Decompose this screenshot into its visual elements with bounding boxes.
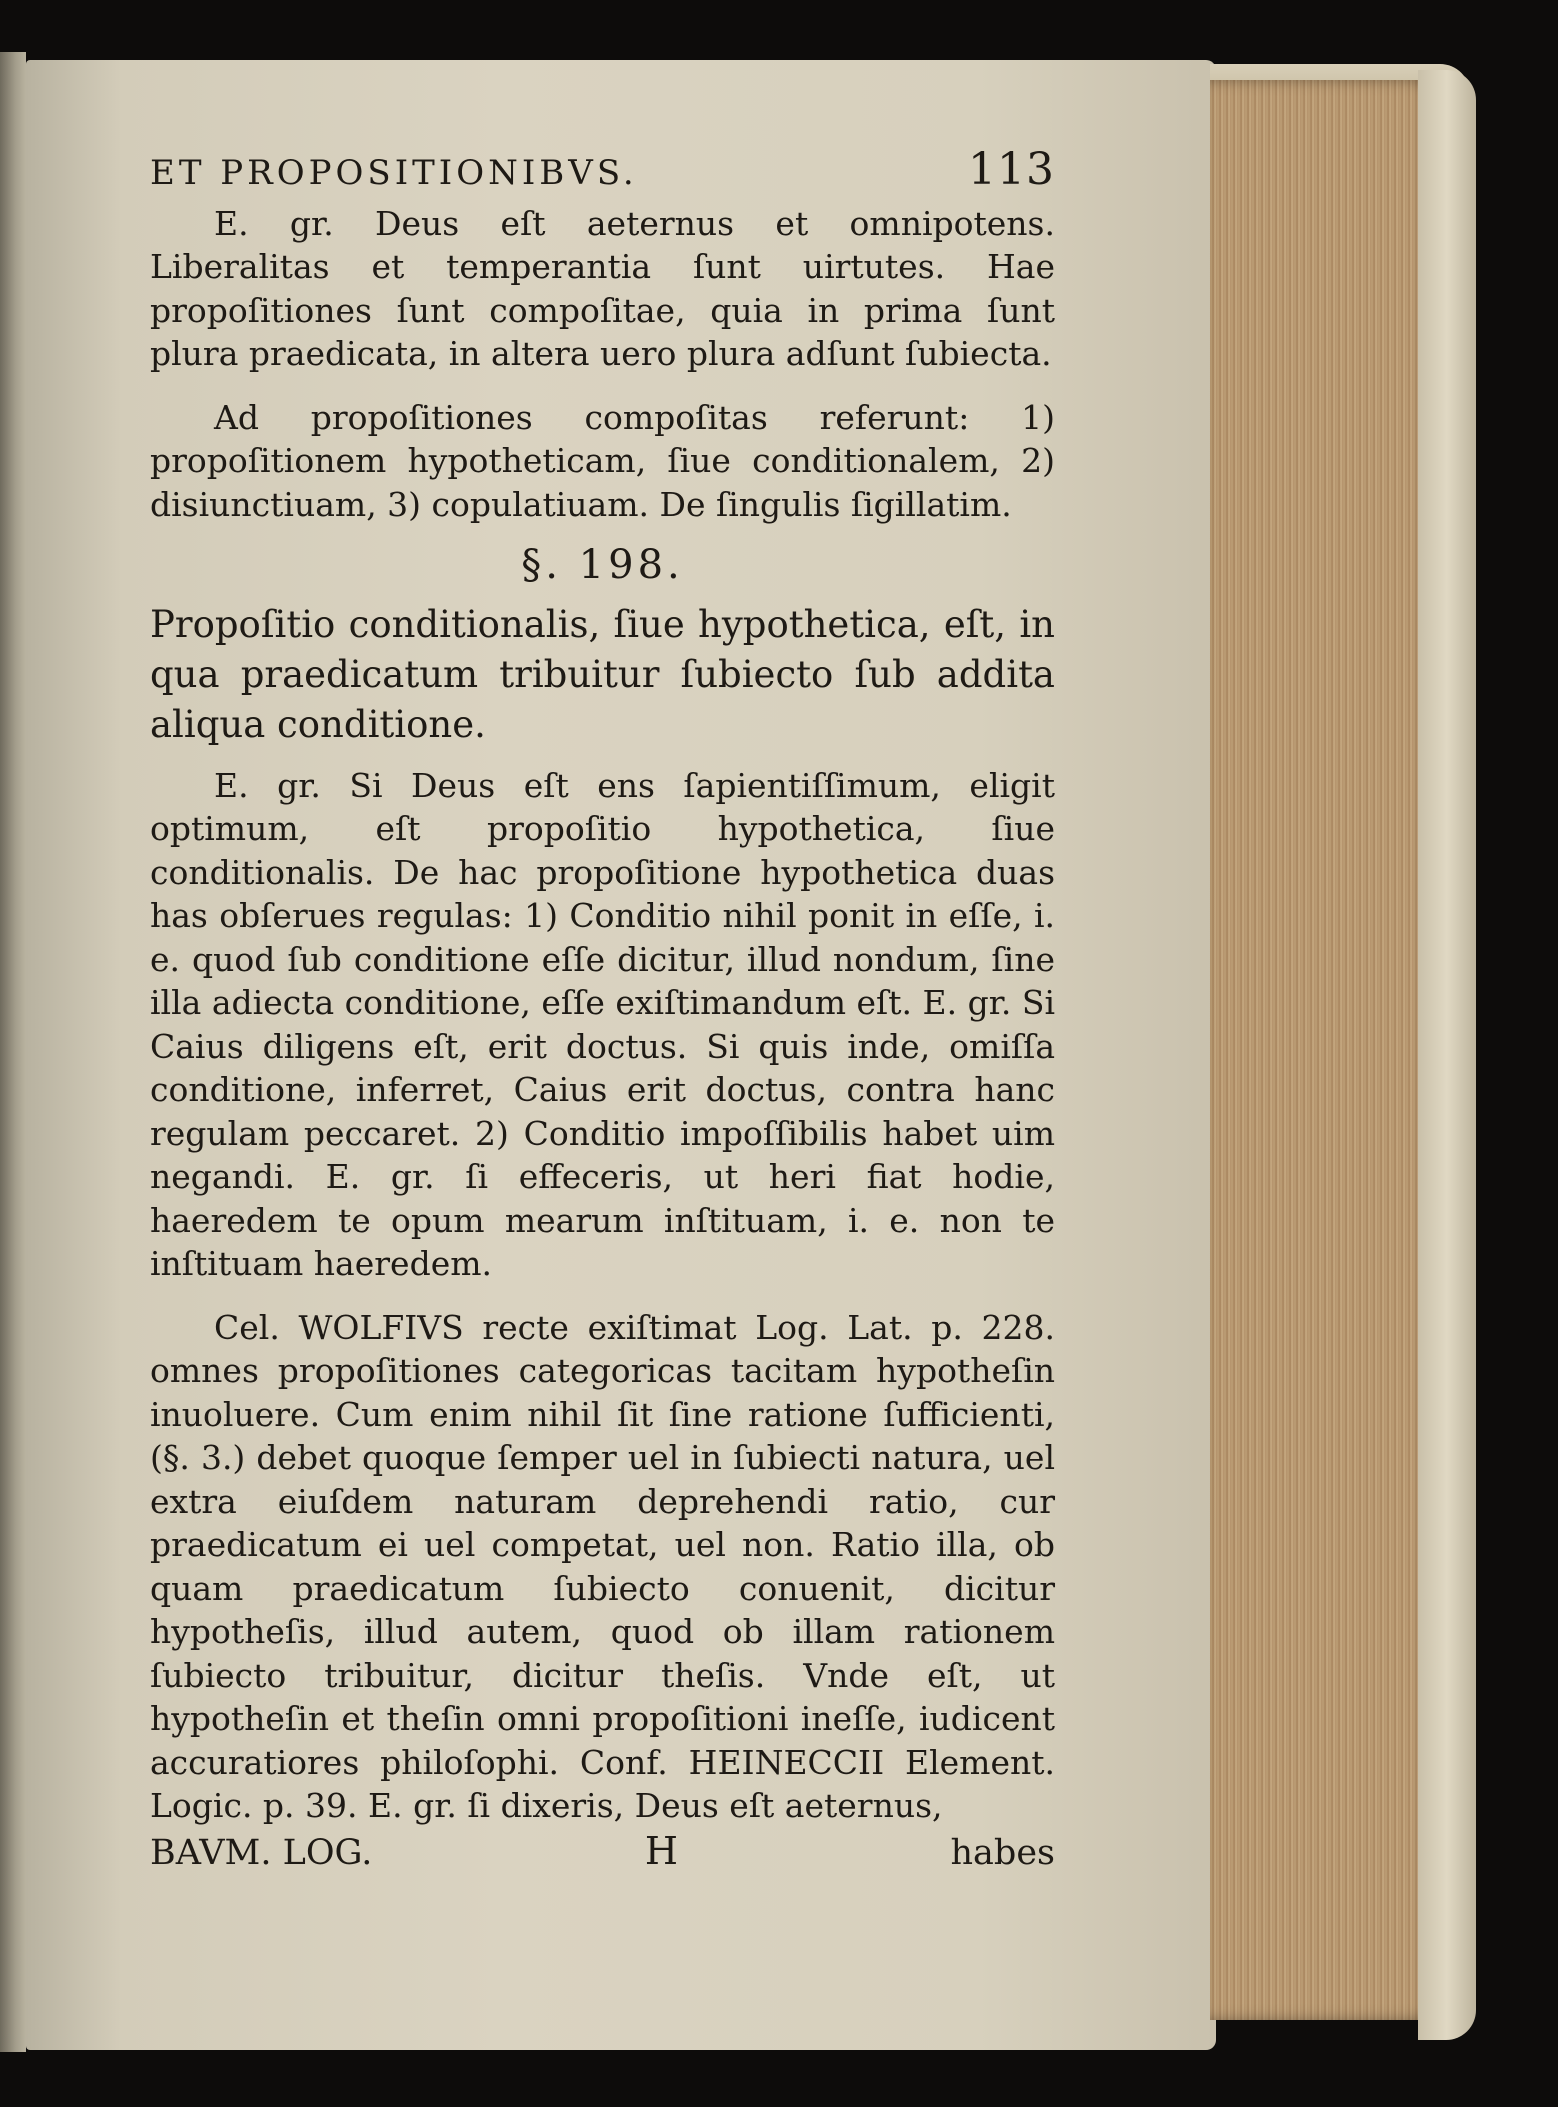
page-footer (150, 1830, 1055, 1876)
catchword: habes (950, 1832, 1055, 1873)
page-number: 113 (968, 144, 1055, 195)
paragraph-example-compound: E. gr. Deus eſt aeternus et omnipotens. Liberalitas et temperantia ſunt uirtutes. Hae propoſitiones ſunt compoſitae, quia in prima ſunt plura praedicata, in altera uero plura adſunt ſubiecta. (150, 203, 1055, 373)
facing-page-edge (0, 52, 26, 2052)
signature-letter: H (644, 1828, 679, 1873)
page-text (150, 144, 1055, 1875)
paragraph-conditional-rules: E. gr. Si Deus eſt ens ſapientiſſimum, eligit optimum, eſt propoſitio hypothetica, ſiue conditionalis. De hac propoſitione hypothetica duas has obſerues regulas: 1) Conditio nihil ponit in eſſe, i. e. quod ſub conditione eſſe dicitur, illud nondum, ſine illa adiecta conditione, eſſe exiſtimandum eſt. E. gr. Si Caius diligens eſt, erit doctus. Si quis inde, omiſſa conditione, inferret, Caius erit doctus, contra hanc regulam peccaret. 2) Conditio impoſſibilis habet uim negandi. E. gr. ſi effeceris, ut heri fiat hodie, haeredem te opum mearum inſtituam, i. e. non te inſtituam haeredem. (150, 765, 1055, 1283)
running-title: ET PROPOSITIONIBVS. (150, 153, 638, 193)
section-number: §. 198. (521, 542, 684, 588)
page-stack-edge (1210, 80, 1435, 2020)
running-header (150, 144, 1055, 196)
paragraph-wolfius-note: Cel. WOLFIVS recte exiſtimat Log. Lat. p. 228. omnes propoſitiones categoricas tacitam hypotheſin inuoluere. Cum enim nihil ſit ſine ratione ſufficienti, (§. 3.) debet quoque ſemper uel in ſubiecti natura, uel extra eiuſdem naturam deprehendi ratio, cur praedicatum ei uel competat, uel non. Ratio illa, ob quam praedicatum ſubiecto conuenit, dicitur hypotheſis, illud autem, quod ob illam rationem ſubiecto tribuitur, dicitur theſis. Vnde eſt, ut hypotheſin et theſin omni propoſitioni ineſſe, iudicent accuratiores philoſophi. Conf. HEINECCII Element. Logic. p. 39. E. gr. ſi dixeris, Deus eſt aeternus, (150, 1307, 1055, 1825)
book-cover-edge (1418, 70, 1476, 2040)
definition-conditional: Propoſitio conditionalis, ſiue hypothetica, eſt, in qua praedicatum tribuitur ſubiecto ſub addita aliqua conditione. (150, 602, 1055, 746)
signature-title: BAVM. LOG. (150, 1832, 373, 1873)
paragraph-compound-types: Ad propoſitiones compoſitas referunt: 1) propoſitionem hypotheticam, ſiue conditionalem, 2) disiunctiuam, 3) copulatiuam. De ſingulis ſigillatim. (150, 397, 1055, 524)
